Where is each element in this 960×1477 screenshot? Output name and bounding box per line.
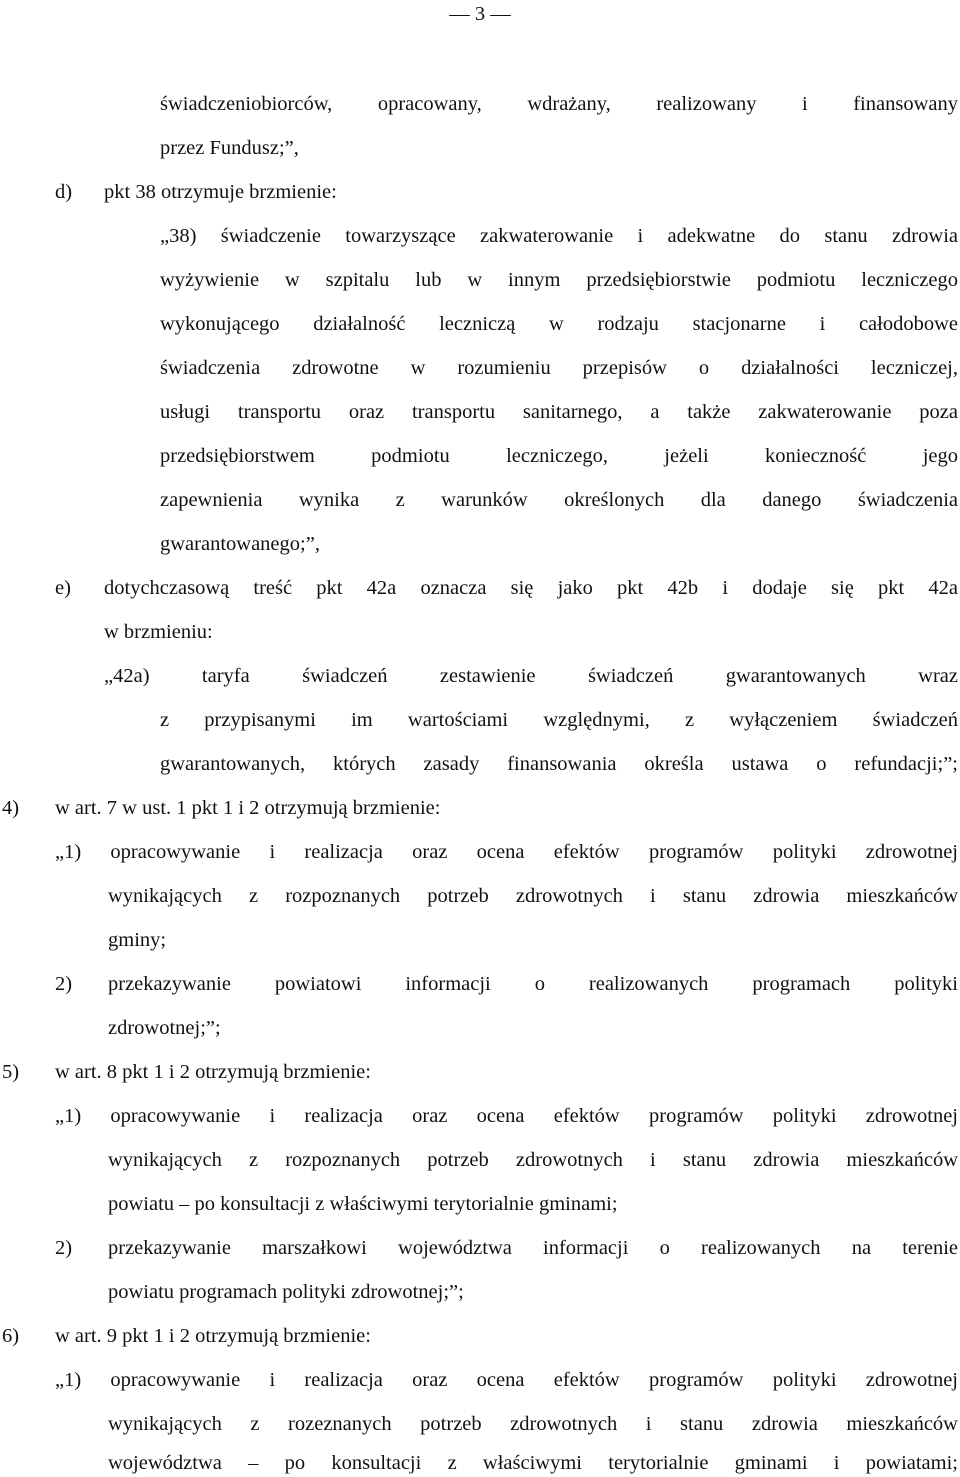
text-line: dotychczasową treść pkt 42a oznacza się jako pkt 42b i dodaje się pkt 42a xyxy=(104,577,958,599)
text-line: gminy; xyxy=(108,929,167,951)
text-line: świadczeniobiorców, opracowany, wdrażany, realizowany i finansowany xyxy=(160,93,958,115)
list-marker: 2) xyxy=(55,1237,73,1259)
text-line: wynikających z rozeznanych potrzeb zdrowotnych i stanu zdrowia mieszkańców xyxy=(108,1413,958,1435)
text-line: powiatu – po konsultacji z właściwymi terytorialnie gminami; xyxy=(108,1193,618,1215)
text-line: powiatu programach polityki zdrowotnej;”; xyxy=(108,1281,464,1303)
text-line: „42a) taryfa świadczeń zestawienie świadczeń gwarantowanych wraz xyxy=(104,665,958,687)
text-line: województwa – po konsultacji z właściwymi terytorialnie gminami i powiatami; xyxy=(108,1452,958,1474)
text-line: „1) opracowywanie i realizacja oraz ocena efektów programów polityki zdrowotnej xyxy=(55,1105,958,1127)
text-line: wykonującego działalność leczniczą w rodzaju stacjonarne i całodobowe xyxy=(160,313,958,335)
text-line: gwarantowanego;”, xyxy=(160,533,320,555)
text-line: wynikających z rozpoznanych potrzeb zdrowotnych i stanu zdrowia mieszkańców xyxy=(108,1149,958,1171)
text-line: przekazywanie powiatowi informacji o realizowanych programach polityki xyxy=(108,973,958,995)
list-marker: 5) xyxy=(2,1061,20,1083)
list-marker: 6) xyxy=(2,1325,20,1347)
text-line: przedsiębiorstwem podmiotu leczniczego, jeżeli konieczność jego xyxy=(160,445,958,467)
text-line: „38) świadczenie towarzyszące zakwaterowanie i adekwatne do stanu zdrowia xyxy=(160,225,958,247)
text-line: wynikających z rozpoznanych potrzeb zdrowotnych i stanu zdrowia mieszkańców xyxy=(108,885,958,907)
text-line: w brzmieniu: xyxy=(104,621,213,643)
list-marker: e) xyxy=(55,577,71,599)
text-line: „1) opracowywanie i realizacja oraz ocena efektów programów polityki zdrowotnej xyxy=(55,1369,958,1391)
text-line: pkt 38 otrzymuje brzmienie: xyxy=(104,181,337,203)
text-line: z przypisanymi im wartościami względnymi, z wyłączeniem świadczeń xyxy=(160,709,958,731)
text-line: „1) opracowywanie i realizacja oraz ocena efektów programów polityki zdrowotnej xyxy=(55,841,958,863)
text-line: wyżywienie w szpitalu lub w innym przedsiębiorstwie podmiotu leczniczego xyxy=(160,269,958,291)
list-marker: d) xyxy=(55,181,73,203)
text-line: w art. 7 w ust. 1 pkt 1 i 2 otrzymują brzmienie: xyxy=(55,797,441,819)
list-marker: 4) xyxy=(2,797,20,819)
text-line: świadczenia zdrowotne w rozumieniu przepisów o działalności leczniczej, xyxy=(160,357,958,379)
text-line: w art. 8 pkt 1 i 2 otrzymują brzmienie: xyxy=(55,1061,371,1083)
text-line: przekazywanie marszałkowi województwa informacji o realizowanych na terenie xyxy=(108,1237,958,1259)
text-line: gwarantowanych, których zasady finansowania określa ustawa o refundacji;”; xyxy=(160,753,958,775)
text-line: przez Fundusz;”, xyxy=(160,137,299,159)
list-marker: 2) xyxy=(55,973,73,995)
page-number: — 3 — xyxy=(449,3,511,25)
text-line: zdrowotnej;”; xyxy=(108,1017,221,1039)
text-line: usługi transportu oraz transportu sanitarnego, a także zakwaterowanie poza xyxy=(160,401,958,423)
text-line: w art. 9 pkt 1 i 2 otrzymują brzmienie: xyxy=(55,1325,371,1347)
text-line: zapewnienia wynika z warunków określonych dla danego świadczenia xyxy=(160,489,958,511)
